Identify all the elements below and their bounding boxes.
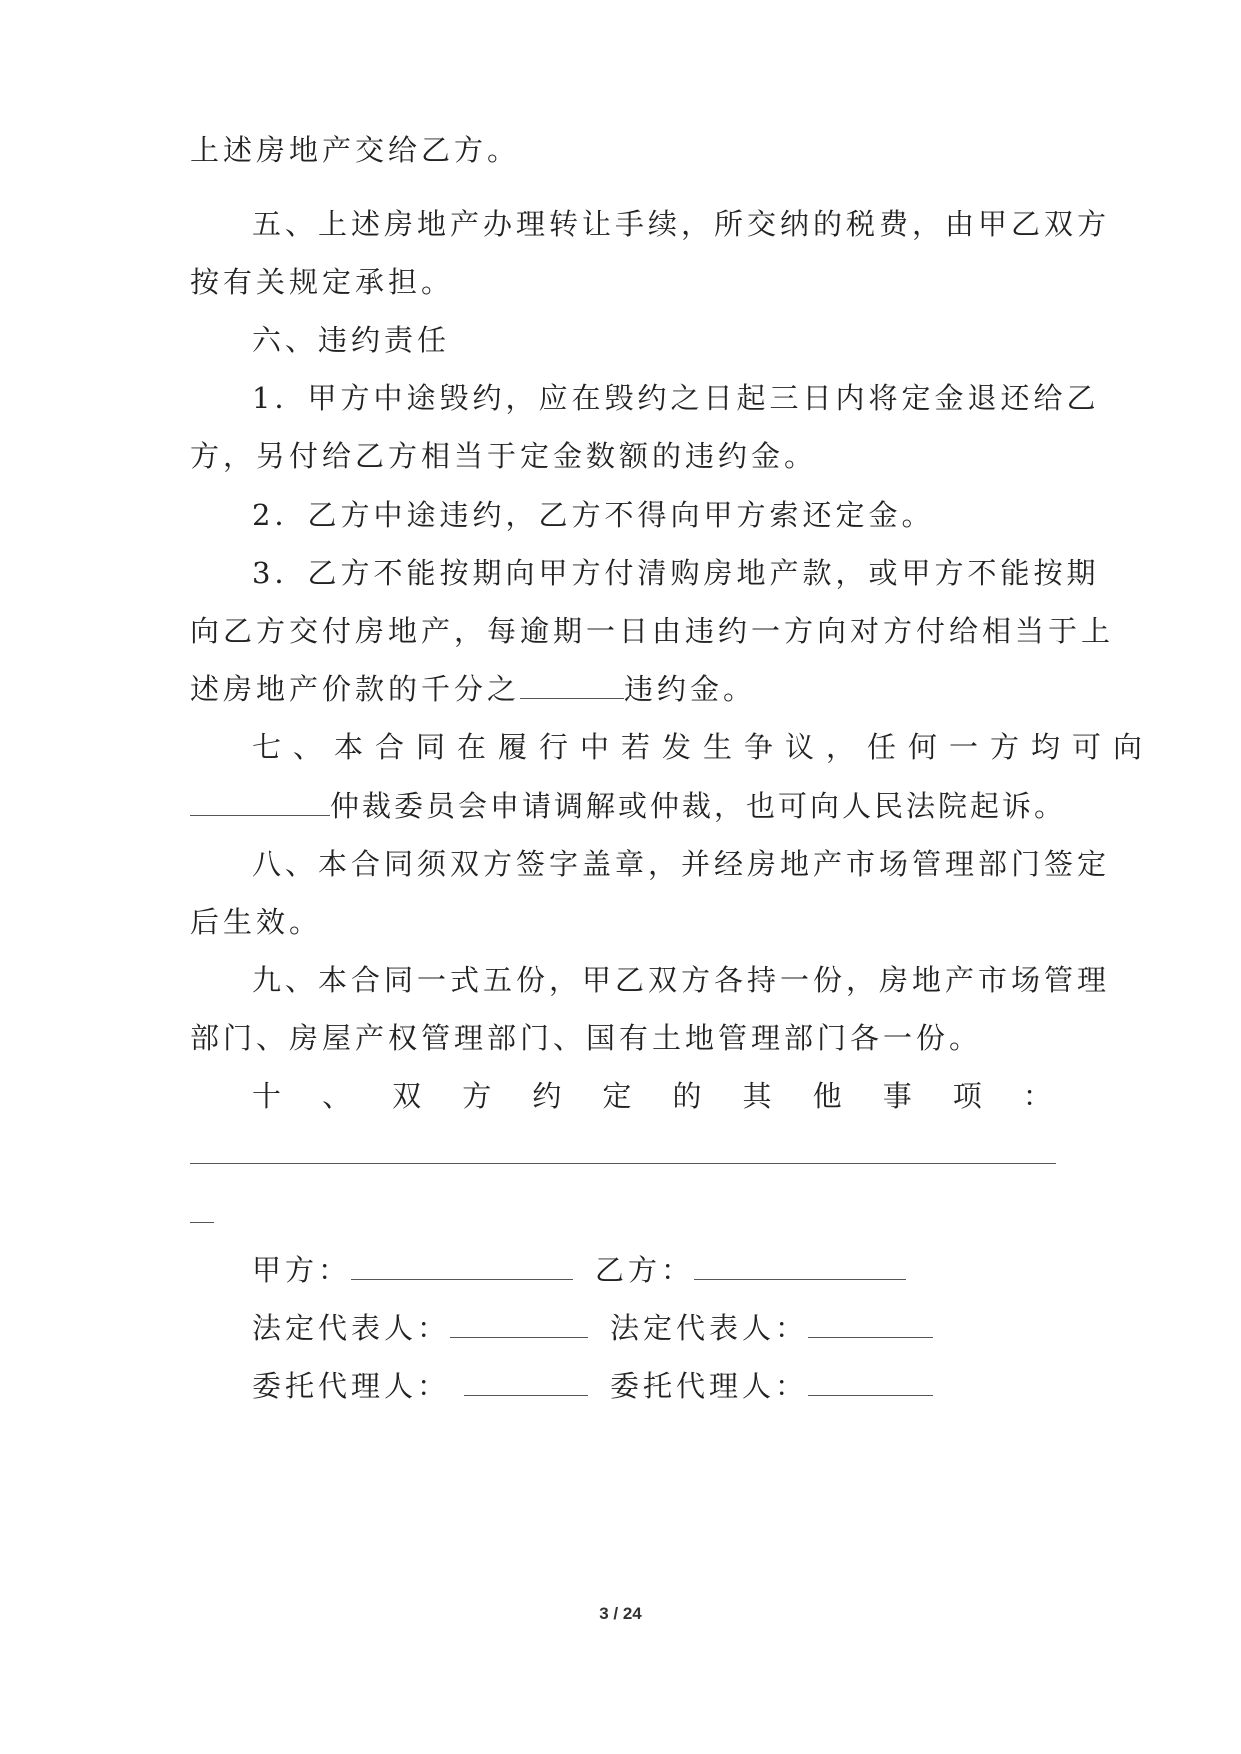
clause-10-heading [252,1076,1052,1116]
agent-b-label: 委托代理人： [610,1369,809,1403]
clause-6-3-text-a: 述房地产价款的千分之 [190,672,521,706]
agent-a-blank [464,1369,588,1396]
clause-6-3-line-3 [190,669,1056,709]
clause-6-1-line-2: 方，另付给乙方相当于定金数额的违约金。 [190,439,818,473]
party-a-label: 甲方： [252,1253,352,1287]
signature-row-agent [252,1366,933,1406]
legal-rep-b-blank [808,1311,933,1338]
clause-10-char: 定 [602,1079,632,1113]
clause-10-char: 事 [882,1079,912,1113]
clause-7-text-b: 仲裁委员会申请调解或仲裁，也可向人民法院起诉。 [330,789,1067,823]
legal-rep-b-label: 法定代表人： [610,1311,809,1345]
party-a-blank [351,1253,573,1280]
clause-9-line-2: 部门、房屋产权管理部门、国有土地管理部门各一份。 [190,1021,983,1055]
party-b-blank [694,1253,906,1280]
clause-5-line-1: 五、上述房地产办理转让手续，所交纳的税费，由甲乙双方 [252,207,1111,241]
clause-8-line-1: 八、本合同须双方签字盖章，并经房地产市场管理部门签定 [252,847,1111,881]
agent-b-blank [808,1369,933,1396]
clause-10-char: 他 [812,1079,842,1113]
penalty-rate-blank [520,672,624,699]
clause-10-char: 的 [672,1079,702,1113]
signature-row-party [252,1250,906,1290]
clause-10-char: 双 [392,1079,422,1113]
clause-10-char: ： [1022,1079,1052,1113]
clause-6-3-line-1: 3．乙方不能按期向甲方付清购房地产款，或甲方不能按期 [252,556,1100,590]
clause-6-3-line-2: 向乙方交付房地产，每逾期一日由违约一方向对方付给相当于上 [190,614,1115,648]
clause-7-line-1: 七、本合同在履行中若发生争议，任何一方均可向 [252,730,1155,764]
clause-10-char: 十 [252,1079,282,1113]
clause-10-char: 、 [322,1079,352,1113]
clause-6-heading: 六、违约责任 [252,323,451,357]
other-matters-blank-line-end [190,1222,214,1223]
clause-5-line-2: 按有关规定承担。 [190,265,455,299]
signature-row-legal-rep [252,1308,933,1348]
other-matters-blank-line [190,1163,1056,1164]
arbitration-commission-blank [190,789,330,816]
legal-rep-a-blank [450,1311,588,1338]
clause-10-char: 项 [952,1079,982,1113]
paragraph-line: 上述房地产交给乙方。 [190,133,521,167]
clause-10-char: 其 [742,1079,772,1113]
clause-6-2-line-1: 2．乙方中途违约，乙方不得向甲方索还定金。 [252,498,935,532]
clause-10-char: 方 [462,1079,492,1113]
page-number: 3 / 24 [599,1604,642,1623]
clause-6-1-line-1: 1．甲方中途毁约，应在毁约之日起三日内将定金退还给乙 [252,381,1100,415]
legal-rep-a-label: 法定代表人： [252,1311,451,1345]
clause-7-line-2 [190,786,1067,826]
clause-6-3-text-b: 违约金。 [624,672,757,706]
agent-a-label: 委托代理人： [252,1369,451,1403]
party-b-label: 乙方： [595,1253,695,1287]
clause-9-line-1: 九、本合同一式五份，甲乙双方各持一份，房地产市场管理 [252,963,1111,997]
clause-8-line-2: 后生效。 [190,905,323,939]
clause-10-char: 约 [532,1079,562,1113]
